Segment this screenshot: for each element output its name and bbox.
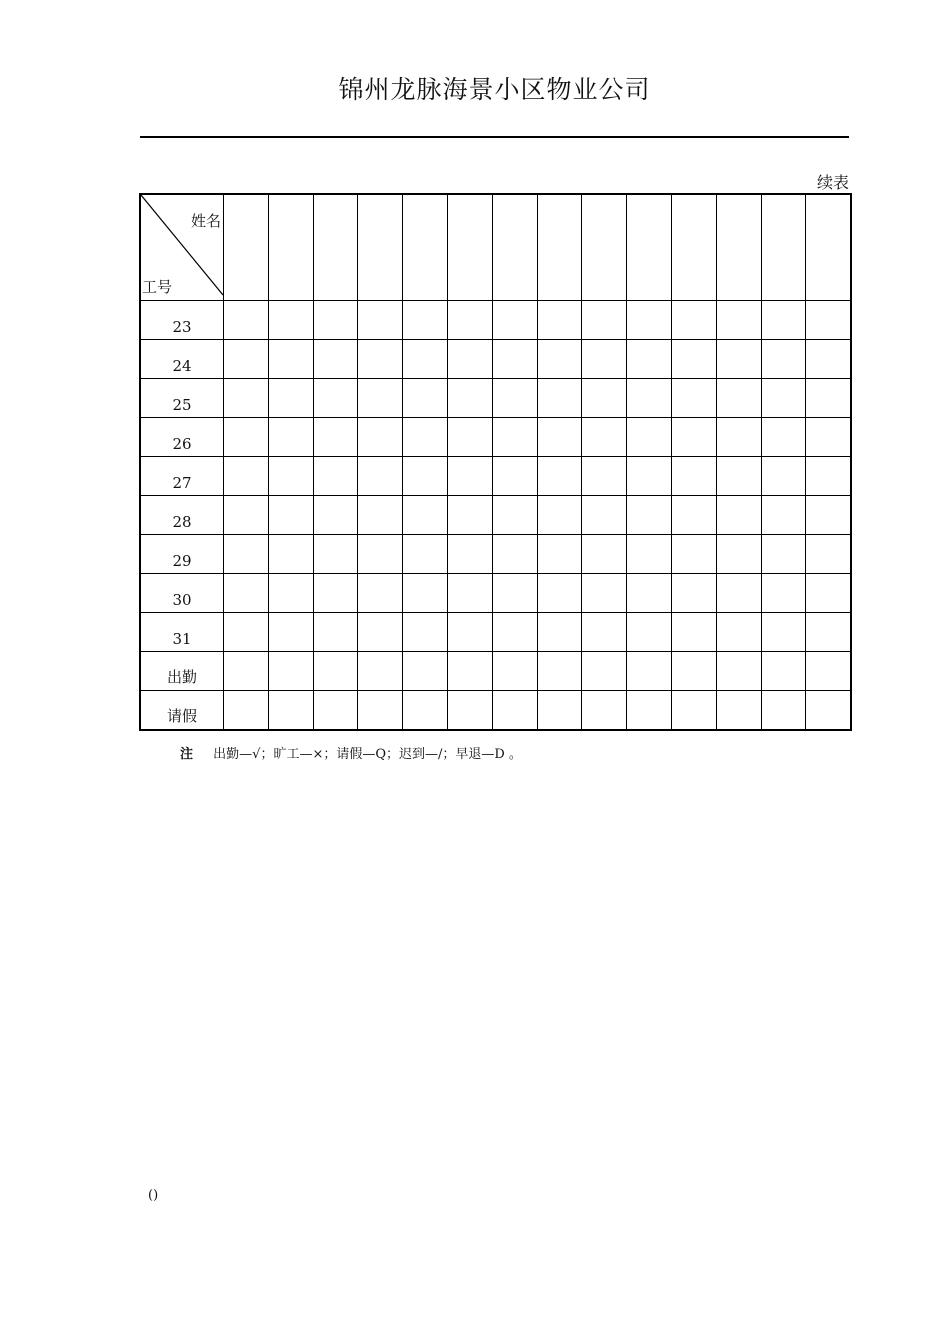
attendance-cell[interactable] bbox=[492, 652, 537, 691]
attendance-cell[interactable] bbox=[268, 379, 313, 418]
row-label: 出勤 bbox=[140, 652, 224, 691]
attendance-cell[interactable] bbox=[582, 379, 627, 418]
attendance-cell[interactable] bbox=[313, 613, 358, 652]
attendance-cell[interactable] bbox=[358, 418, 403, 457]
attendance-cell[interactable] bbox=[537, 535, 582, 574]
attendance-cell[interactable] bbox=[627, 652, 672, 691]
attendance-cell[interactable] bbox=[358, 691, 403, 730]
attendance-cell[interactable] bbox=[268, 496, 313, 535]
attendance-cell[interactable] bbox=[627, 574, 672, 613]
attendance-cell[interactable] bbox=[582, 613, 627, 652]
attendance-cell[interactable] bbox=[627, 301, 672, 340]
attendance-cell[interactable] bbox=[268, 652, 313, 691]
attendance-cell[interactable] bbox=[806, 379, 851, 418]
attendance-cell[interactable] bbox=[537, 457, 582, 496]
attendance-table bbox=[139, 193, 852, 731]
attendance-cell[interactable] bbox=[403, 613, 448, 652]
note-key: 注 bbox=[180, 747, 194, 762]
title-divider bbox=[140, 136, 849, 138]
attendance-cell[interactable] bbox=[224, 574, 269, 613]
attendance-cell[interactable] bbox=[358, 496, 403, 535]
attendance-cell[interactable] bbox=[447, 379, 492, 418]
attendance-cell[interactable] bbox=[537, 379, 582, 418]
attendance-cell[interactable] bbox=[806, 496, 851, 535]
header-cell[interactable] bbox=[671, 194, 716, 301]
attendance-cell[interactable] bbox=[224, 340, 269, 379]
header-cell[interactable] bbox=[627, 194, 672, 301]
attendance-cell[interactable] bbox=[313, 691, 358, 730]
attendance-cell[interactable] bbox=[492, 574, 537, 613]
attendance-cell[interactable] bbox=[447, 535, 492, 574]
attendance-cell[interactable] bbox=[492, 379, 537, 418]
attendance-cell[interactable] bbox=[671, 535, 716, 574]
attendance-cell[interactable] bbox=[492, 496, 537, 535]
header-cell[interactable] bbox=[716, 194, 761, 301]
attendance-cell[interactable] bbox=[492, 301, 537, 340]
attendance-cell[interactable] bbox=[806, 574, 851, 613]
attendance-cell[interactable] bbox=[358, 340, 403, 379]
table-row bbox=[140, 613, 851, 652]
legend-note bbox=[180, 743, 522, 762]
attendance-cell[interactable] bbox=[403, 691, 448, 730]
attendance-cell[interactable] bbox=[761, 574, 806, 613]
attendance-cell[interactable] bbox=[761, 301, 806, 340]
attendance-cell[interactable] bbox=[313, 496, 358, 535]
attendance-cell[interactable] bbox=[537, 691, 582, 730]
attendance-cell[interactable] bbox=[268, 535, 313, 574]
attendance-cell[interactable] bbox=[806, 301, 851, 340]
attendance-cell[interactable] bbox=[627, 379, 672, 418]
attendance-cell[interactable] bbox=[671, 691, 716, 730]
attendance-cell[interactable] bbox=[806, 457, 851, 496]
attendance-cell[interactable] bbox=[492, 691, 537, 730]
attendance-cell[interactable] bbox=[358, 613, 403, 652]
attendance-cell[interactable] bbox=[671, 418, 716, 457]
attendance-cell[interactable] bbox=[671, 457, 716, 496]
attendance-cell[interactable] bbox=[627, 496, 672, 535]
attendance-cell[interactable] bbox=[268, 457, 313, 496]
attendance-cell[interactable] bbox=[716, 418, 761, 457]
attendance-cell[interactable] bbox=[716, 301, 761, 340]
attendance-cell[interactable] bbox=[447, 418, 492, 457]
row-label: 31 bbox=[140, 613, 224, 652]
table-row bbox=[140, 379, 851, 418]
attendance-cell[interactable] bbox=[447, 340, 492, 379]
attendance-cell[interactable] bbox=[403, 457, 448, 496]
attendance-cell[interactable] bbox=[403, 652, 448, 691]
attendance-cell[interactable] bbox=[224, 496, 269, 535]
attendance-cell[interactable] bbox=[627, 691, 672, 730]
attendance-cell[interactable] bbox=[806, 691, 851, 730]
attendance-cell[interactable] bbox=[716, 379, 761, 418]
attendance-cell[interactable] bbox=[447, 691, 492, 730]
attendance-cell[interactable] bbox=[268, 574, 313, 613]
table-row bbox=[140, 418, 851, 457]
row-label: 23 bbox=[140, 301, 224, 340]
row-label: 29 bbox=[140, 535, 224, 574]
attendance-cell[interactable] bbox=[268, 340, 313, 379]
attendance-cell[interactable] bbox=[761, 535, 806, 574]
attendance-cell[interactable] bbox=[358, 535, 403, 574]
attendance-cell[interactable] bbox=[358, 457, 403, 496]
attendance-cell[interactable] bbox=[537, 418, 582, 457]
attendance-cell[interactable] bbox=[447, 301, 492, 340]
attendance-cell[interactable] bbox=[761, 457, 806, 496]
attendance-cell[interactable] bbox=[313, 379, 358, 418]
attendance-cell[interactable] bbox=[313, 574, 358, 613]
header-cell[interactable] bbox=[268, 194, 313, 301]
attendance-cell[interactable] bbox=[627, 340, 672, 379]
attendance-cell[interactable] bbox=[492, 418, 537, 457]
attendance-cell[interactable] bbox=[716, 691, 761, 730]
attendance-cell[interactable] bbox=[582, 652, 627, 691]
attendance-cell[interactable] bbox=[224, 535, 269, 574]
header-cell[interactable] bbox=[806, 194, 851, 301]
attendance-cell[interactable] bbox=[492, 613, 537, 652]
header-cell[interactable] bbox=[537, 194, 582, 301]
note-text: 出勤—√；旷工—×；请假—Q；迟到—/；早退—D 。 bbox=[213, 747, 522, 762]
attendance-cell[interactable] bbox=[313, 418, 358, 457]
attendance-cell[interactable] bbox=[224, 301, 269, 340]
row-label: 26 bbox=[140, 418, 224, 457]
attendance-cell[interactable] bbox=[582, 340, 627, 379]
attendance-cell[interactable] bbox=[403, 574, 448, 613]
attendance-cell[interactable] bbox=[224, 691, 269, 730]
attendance-cell[interactable] bbox=[761, 340, 806, 379]
attendance-cell[interactable] bbox=[358, 301, 403, 340]
attendance-cell[interactable] bbox=[582, 496, 627, 535]
attendance-cell[interactable] bbox=[403, 340, 448, 379]
attendance-cell[interactable] bbox=[627, 613, 672, 652]
header-cell[interactable] bbox=[403, 194, 448, 301]
attendance-cell[interactable] bbox=[537, 301, 582, 340]
attendance-cell[interactable] bbox=[447, 613, 492, 652]
attendance-cell[interactable] bbox=[492, 457, 537, 496]
attendance-cell[interactable] bbox=[806, 340, 851, 379]
row-label: 30 bbox=[140, 574, 224, 613]
row-label: 28 bbox=[140, 496, 224, 535]
attendance-cell[interactable] bbox=[582, 457, 627, 496]
attendance-cell[interactable] bbox=[761, 418, 806, 457]
attendance-cell[interactable] bbox=[671, 496, 716, 535]
attendance-cell[interactable] bbox=[492, 340, 537, 379]
attendance-cell[interactable] bbox=[403, 418, 448, 457]
attendance-cell[interactable] bbox=[716, 652, 761, 691]
attendance-cell[interactable] bbox=[313, 652, 358, 691]
attendance-cell[interactable] bbox=[537, 652, 582, 691]
attendance-cell[interactable] bbox=[313, 301, 358, 340]
table-header-row bbox=[140, 194, 851, 301]
attendance-cell[interactable] bbox=[671, 379, 716, 418]
attendance-cell[interactable] bbox=[537, 574, 582, 613]
attendance-cell[interactable] bbox=[224, 379, 269, 418]
attendance-cell[interactable] bbox=[403, 496, 448, 535]
attendance-cell[interactable] bbox=[627, 535, 672, 574]
attendance-cell[interactable] bbox=[403, 379, 448, 418]
attendance-cell[interactable] bbox=[537, 613, 582, 652]
attendance-cell[interactable] bbox=[716, 535, 761, 574]
attendance-cell[interactable] bbox=[671, 574, 716, 613]
attendance-cell[interactable] bbox=[224, 652, 269, 691]
attendance-cell[interactable] bbox=[806, 652, 851, 691]
corner-cell bbox=[140, 194, 224, 301]
attendance-cell[interactable] bbox=[716, 613, 761, 652]
table-row bbox=[140, 496, 851, 535]
table-row bbox=[140, 340, 851, 379]
attendance-cell[interactable] bbox=[447, 574, 492, 613]
table-row bbox=[140, 301, 851, 340]
attendance-cell[interactable] bbox=[582, 301, 627, 340]
attendance-cell[interactable] bbox=[761, 496, 806, 535]
attendance-cell[interactable] bbox=[313, 457, 358, 496]
table-row bbox=[140, 535, 851, 574]
attendance-cell[interactable] bbox=[671, 652, 716, 691]
attendance-cell[interactable] bbox=[403, 535, 448, 574]
attendance-cell[interactable] bbox=[224, 457, 269, 496]
header-cell[interactable] bbox=[358, 194, 403, 301]
attendance-cell[interactable] bbox=[447, 652, 492, 691]
attendance-cell[interactable] bbox=[224, 613, 269, 652]
header-cell[interactable] bbox=[313, 194, 358, 301]
attendance-cell[interactable] bbox=[447, 496, 492, 535]
table-row bbox=[140, 691, 851, 730]
attendance-cell[interactable] bbox=[761, 379, 806, 418]
attendance-cell[interactable] bbox=[716, 496, 761, 535]
attendance-cell[interactable] bbox=[806, 535, 851, 574]
header-cell[interactable] bbox=[761, 194, 806, 301]
attendance-cell[interactable] bbox=[716, 457, 761, 496]
row-label: 25 bbox=[140, 379, 224, 418]
continued-label: 续表 bbox=[816, 173, 849, 192]
header-cell[interactable] bbox=[582, 194, 627, 301]
attendance-cell[interactable] bbox=[492, 535, 537, 574]
attendance-cell[interactable] bbox=[268, 418, 313, 457]
attendance-cell[interactable] bbox=[224, 418, 269, 457]
row-label: 24 bbox=[140, 340, 224, 379]
attendance-cell[interactable] bbox=[582, 418, 627, 457]
attendance-cell[interactable] bbox=[313, 340, 358, 379]
attendance-cell[interactable] bbox=[806, 613, 851, 652]
attendance-cell[interactable] bbox=[716, 574, 761, 613]
attendance-cell[interactable] bbox=[671, 301, 716, 340]
attendance-cell[interactable] bbox=[447, 457, 492, 496]
attendance-cell[interactable] bbox=[761, 691, 806, 730]
footer-text: () bbox=[148, 1188, 159, 1203]
table-row bbox=[140, 652, 851, 691]
attendance-cell[interactable] bbox=[761, 613, 806, 652]
attendance-cell[interactable] bbox=[403, 301, 448, 340]
attendance-cell[interactable] bbox=[268, 613, 313, 652]
attendance-cell[interactable] bbox=[627, 457, 672, 496]
attendance-cell[interactable] bbox=[313, 535, 358, 574]
attendance-cell[interactable] bbox=[537, 496, 582, 535]
attendance-cell[interactable] bbox=[358, 379, 403, 418]
attendance-cell[interactable] bbox=[537, 340, 582, 379]
attendance-cell[interactable] bbox=[806, 418, 851, 457]
attendance-cell[interactable] bbox=[268, 301, 313, 340]
header-cell[interactable] bbox=[447, 194, 492, 301]
header-cell[interactable] bbox=[224, 194, 269, 301]
corner-name-label: 姓名 bbox=[190, 212, 221, 230]
attendance-cell[interactable] bbox=[671, 340, 716, 379]
attendance-cell[interactable] bbox=[358, 574, 403, 613]
attendance-cell[interactable] bbox=[627, 418, 672, 457]
attendance-cell[interactable] bbox=[582, 574, 627, 613]
attendance-cell[interactable] bbox=[761, 652, 806, 691]
table-row bbox=[140, 457, 851, 496]
document-title: 锦州龙脉海景小区物业公司 bbox=[338, 75, 651, 104]
attendance-cell[interactable] bbox=[358, 652, 403, 691]
attendance-cell[interactable] bbox=[716, 340, 761, 379]
table-row bbox=[140, 574, 851, 613]
row-label: 请假 bbox=[140, 691, 224, 730]
corner-number-label: 工号 bbox=[142, 278, 173, 296]
attendance-cell[interactable] bbox=[582, 535, 627, 574]
row-label: 27 bbox=[140, 457, 224, 496]
header-cell[interactable] bbox=[492, 194, 537, 301]
attendance-cell[interactable] bbox=[268, 691, 313, 730]
attendance-cell[interactable] bbox=[671, 613, 716, 652]
attendance-cell[interactable] bbox=[582, 691, 627, 730]
